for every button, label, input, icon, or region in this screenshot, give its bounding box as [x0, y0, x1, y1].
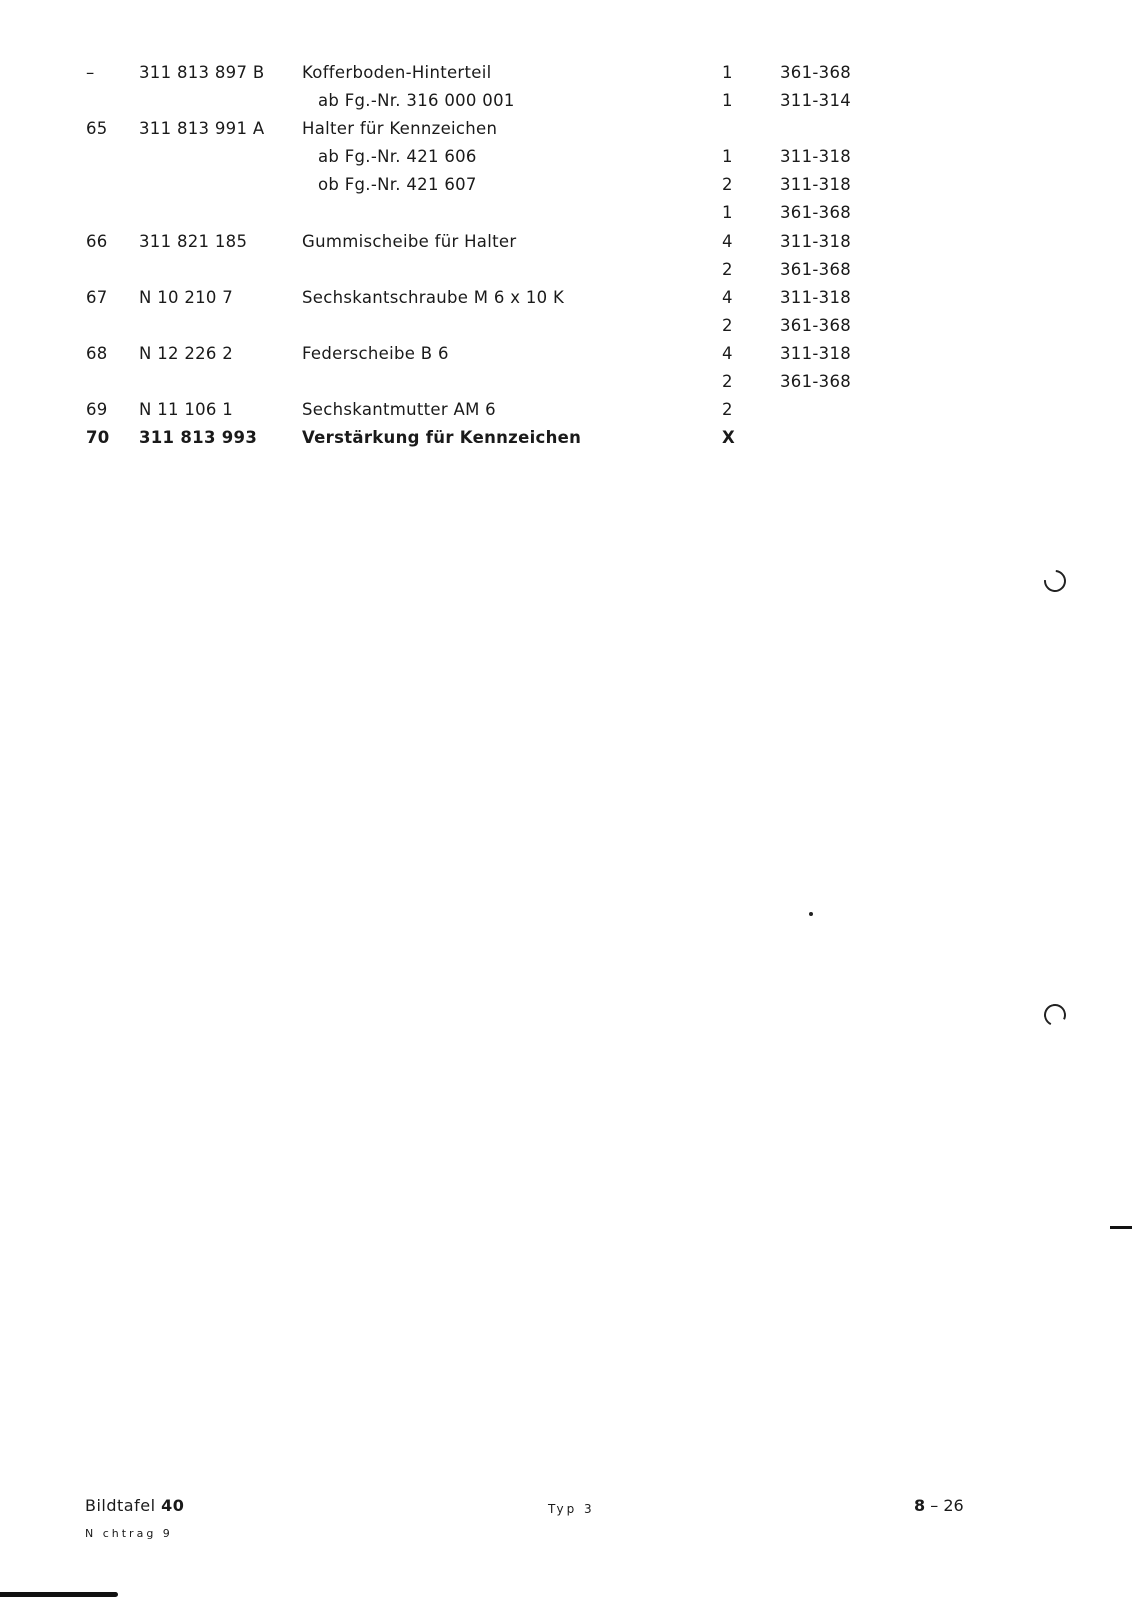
part-number: 311 813 897 B [139, 63, 265, 82]
model-range: 311-318 [780, 175, 852, 194]
plate-reference [85, 1496, 184, 1515]
plate-number: 40 [161, 1496, 185, 1515]
speck [809, 912, 813, 916]
part-description: Halter für Kennzeichen [302, 119, 498, 138]
table-row [0, 284, 1132, 312]
model-range: 311-318 [780, 147, 852, 166]
model-range: 311-318 [780, 344, 852, 363]
position-number: 67 [86, 288, 108, 307]
quantity: 4 [722, 344, 733, 363]
quantity: 1 [722, 203, 733, 222]
model-range: 361-368 [780, 316, 852, 335]
table-row [0, 368, 1132, 396]
quantity: 2 [722, 316, 733, 335]
part-number: 311 813 991 A [139, 119, 265, 138]
table-row [0, 424, 1132, 452]
position-number: 68 [86, 344, 108, 363]
part-description: Sechskantmutter AM 6 [302, 400, 496, 419]
page-section: 8 [914, 1496, 926, 1515]
supplement-label: N chtrag 9 [85, 1527, 173, 1540]
plate-label: Bildtafel [85, 1496, 156, 1515]
part-number: N 12 226 2 [139, 344, 234, 363]
model-range: 311-318 [780, 232, 852, 251]
position-number: 66 [86, 232, 108, 251]
part-number: N 10 210 7 [139, 288, 234, 307]
edge-mark [1110, 1226, 1132, 1229]
model-range: 361-368 [780, 63, 852, 82]
quantity: 2 [722, 372, 733, 391]
position-number: – [86, 63, 95, 82]
part-number: 311 813 993 [139, 428, 258, 447]
binder-hole-top [1040, 566, 1071, 597]
page-number [914, 1496, 964, 1515]
quantity: 2 [722, 175, 733, 194]
table-row [0, 228, 1132, 256]
part-description: Kofferboden-Hinterteil [302, 63, 492, 82]
table-row [0, 115, 1132, 143]
model-range: 361-368 [780, 260, 852, 279]
table-row [0, 199, 1132, 227]
quantity: 4 [722, 288, 733, 307]
part-number: N 11 106 1 [139, 400, 234, 419]
part-description: ab Fg.-Nr. 316 000 001 [318, 91, 515, 110]
quantity: 1 [722, 91, 733, 110]
position-number: 65 [86, 119, 108, 138]
quantity: 1 [722, 147, 733, 166]
table-row [0, 87, 1132, 115]
part-description: Federscheibe B 6 [302, 344, 449, 363]
model-range: 361-368 [780, 203, 852, 222]
quantity: 4 [722, 232, 733, 251]
table-row [0, 171, 1132, 199]
part-description: ab Fg.-Nr. 421 606 [318, 147, 477, 166]
table-row [0, 340, 1132, 368]
table-row [0, 59, 1132, 87]
position-number: 70 [86, 428, 110, 447]
model-range: 361-368 [780, 372, 852, 391]
table-row [0, 396, 1132, 424]
quantity: 1 [722, 63, 733, 82]
page-number-value: 26 [943, 1496, 964, 1515]
part-description: Verstärkung für Kennzeichen [302, 428, 582, 447]
bottom-edge-mark [0, 1592, 118, 1597]
table-row [0, 312, 1132, 340]
position-number: 69 [86, 400, 108, 419]
model-label: Typ 3 [548, 1502, 595, 1516]
quantity: 2 [722, 260, 733, 279]
part-description: ob Fg.-Nr. 421 607 [318, 175, 477, 194]
part-description: Sechskantschraube M 6 x 10 K [302, 288, 565, 307]
model-range: 311-318 [780, 288, 852, 307]
quantity: 2 [722, 400, 733, 419]
binder-hole-bottom [1041, 1001, 1069, 1029]
table-row [0, 256, 1132, 284]
part-description: Gummischeibe für Halter [302, 232, 517, 251]
quantity: X [722, 428, 736, 447]
page-separator: – [930, 1496, 939, 1515]
part-number: 311 821 185 [139, 232, 248, 251]
model-range: 311-314 [780, 91, 852, 110]
table-row [0, 143, 1132, 171]
